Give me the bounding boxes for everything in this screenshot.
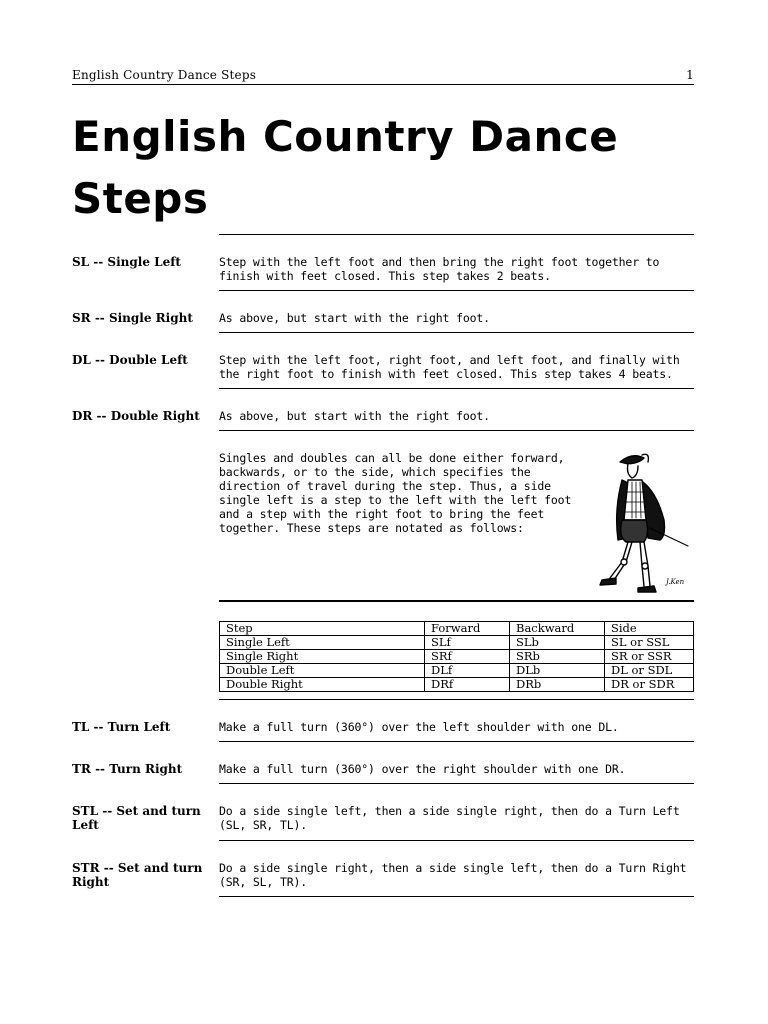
notation-table [219,621,694,692]
direction-paragraph: Singles and doubles can all be done either forward, backwards, or to the side, which specifies the direction of travel during the step. Thus, a side single left is a step to the left with the left foot and a step with the right foot to bring the feet together. These steps are notated as follows: [219,451,572,535]
desc-turn-right: Make a full turn (360°) over the right shoulder with one DR. [219,762,626,776]
running-title: English Country Dance Steps [72,68,257,82]
term-double-left: DL -- Double Left [72,353,188,367]
header-rule [72,84,694,85]
page-number: 1 [686,68,694,82]
table-header-backward: Backward [510,622,605,636]
desc-single-left: Step with the left foot and then bring the right foot together to finish with feet closed. This step takes 2 beats. [219,255,660,283]
divider-rule [219,332,694,333]
table-row [220,678,694,692]
table-header-row [220,622,694,636]
divider-rule [219,699,694,700]
running-header [72,68,694,82]
table-cell: DLb [510,664,605,678]
table-cell: Single Left [220,636,425,650]
table-cell: SRb [510,650,605,664]
table-cell: SRf [425,650,510,664]
divider-rule [219,290,694,291]
term-double-right: DR -- Double Right [72,409,200,423]
divider-rule [219,840,694,841]
table-header-step: Step [220,622,425,636]
divider-rule [219,430,694,431]
table-cell: DRf [425,678,510,692]
divider-rule [219,600,694,602]
page-title [72,106,694,230]
title-line-1: English Country Dance [72,112,619,161]
desc-double-right: As above, but start with the right foot. [219,409,490,423]
table-cell: SR or SSR [605,650,694,664]
term-set-turn-left: STL -- Set and turn Left [72,804,201,832]
term-set-turn-right: STR -- Set and turn Right [72,861,203,889]
term-turn-left: TL -- Turn Left [72,720,171,734]
table-cell: DLf [425,664,510,678]
divider-rule [219,896,694,897]
table-row [220,664,694,678]
divider-rule [219,234,694,235]
table-cell: DRb [510,678,605,692]
desc-double-left: Step with the left foot, right foot, and left foot, and finally with the right foot to finish with feet closed. This step takes 4 beats. [219,353,680,381]
table-cell: DR or SDR [605,678,694,692]
table-header-forward: Forward [425,622,510,636]
desc-set-turn-left: Do a side single left, then a side single right, then do a Turn Left (SL, SR, TL). [219,804,680,832]
table-cell: Double Right [220,678,425,692]
table-cell: SL or SSL [605,636,694,650]
desc-set-turn-right: Do a side single right, then a side single left, then do a Turn Right (SR, SL, TR). [219,861,687,889]
term-single-left: SL -- Single Left [72,255,181,269]
divider-rule [219,741,694,742]
illustration-signature: J.Ken [666,578,685,586]
table-row [220,636,694,650]
table-cell: Single Right [220,650,425,664]
term-turn-right: TR -- Turn Right [72,762,183,776]
term-single-right: SR -- Single Right [72,311,193,325]
table-cell: Double Left [220,664,425,678]
table-row [220,650,694,664]
desc-single-right: As above, but start with the right foot. [219,311,490,325]
table-header-side: Side [605,622,694,636]
table-cell: SLb [510,636,605,650]
table-cell: SLf [425,636,510,650]
table-cell: DL or SDL [605,664,694,678]
desc-turn-left: Make a full turn (360°) over the left shoulder with one DL. [219,720,619,734]
divider-rule [219,388,694,389]
divider-rule [219,783,694,784]
dancer-illustration-icon [588,450,698,598]
title-line-2: Steps [72,174,209,223]
